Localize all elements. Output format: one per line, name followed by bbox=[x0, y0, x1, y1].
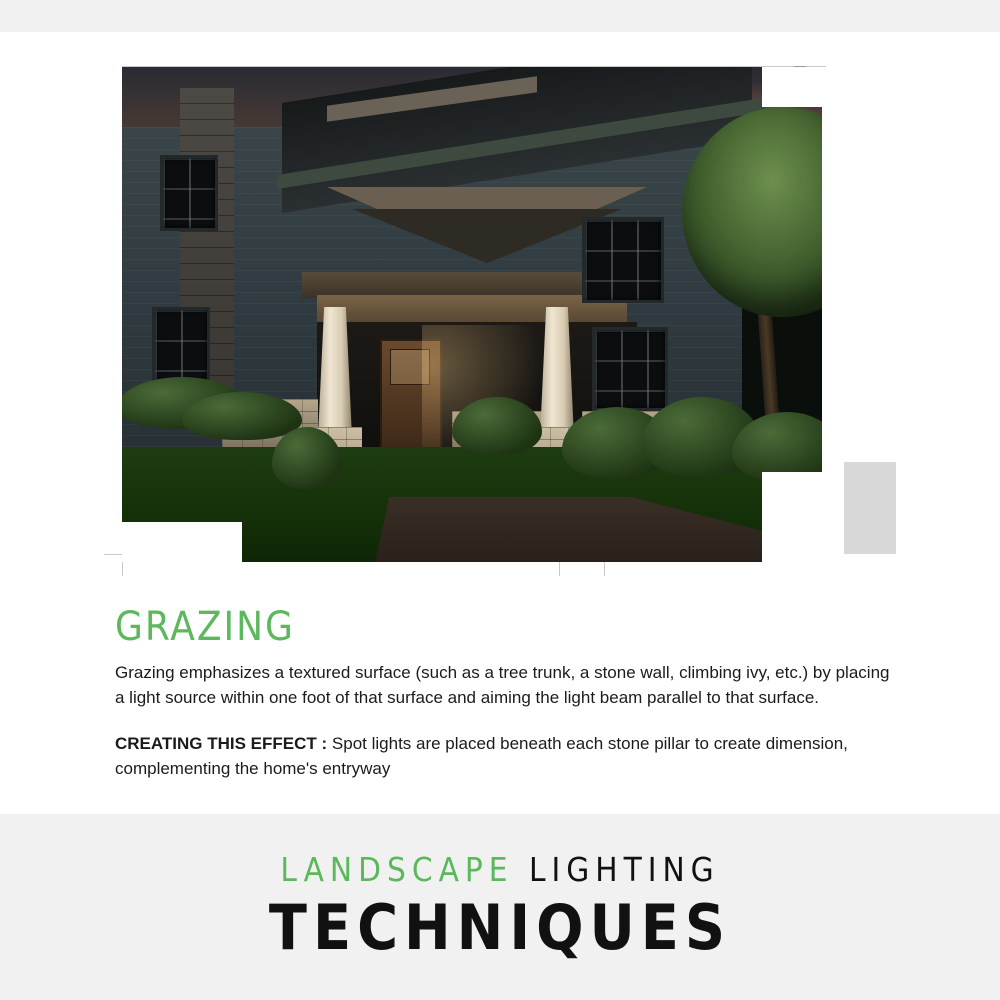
footer-line-1 bbox=[0, 850, 1000, 889]
hero-image bbox=[104, 62, 894, 572]
description-paragraph: Grazing emphasizes a textured surface (such as a tree trunk, a stone wall, climbing ivy, etc.) by placing a light source within one foot of that surface and aiming the light beam parallel to that surface. bbox=[115, 663, 890, 707]
creating-effect-paragraph bbox=[115, 732, 890, 781]
text-block bbox=[115, 604, 905, 782]
photo-frame bbox=[122, 67, 822, 562]
footer-line-2: TECHNIQUES bbox=[268, 891, 732, 964]
window-upper-left bbox=[160, 155, 218, 231]
creating-effect-label: CREATING THIS EFFECT : bbox=[115, 734, 328, 754]
creating-effect-text: Spot lights are placed beneath each stone pillar to create dimension, complementing the home's entryway bbox=[115, 734, 848, 778]
page-title: GRAZING bbox=[115, 604, 295, 650]
footer-word-lighting: LIGHTING bbox=[528, 850, 720, 889]
image-cutout-bottom-left bbox=[122, 522, 242, 562]
window-lower-right bbox=[592, 327, 668, 411]
footer-word-landscape: LANDSCAPE bbox=[280, 850, 514, 889]
image-cutout-top-right bbox=[762, 67, 822, 107]
image-cutout-bottom-right bbox=[762, 472, 822, 562]
image-edge-panel bbox=[844, 462, 896, 554]
footer bbox=[0, 814, 1000, 1000]
window-upper-right bbox=[582, 217, 664, 303]
